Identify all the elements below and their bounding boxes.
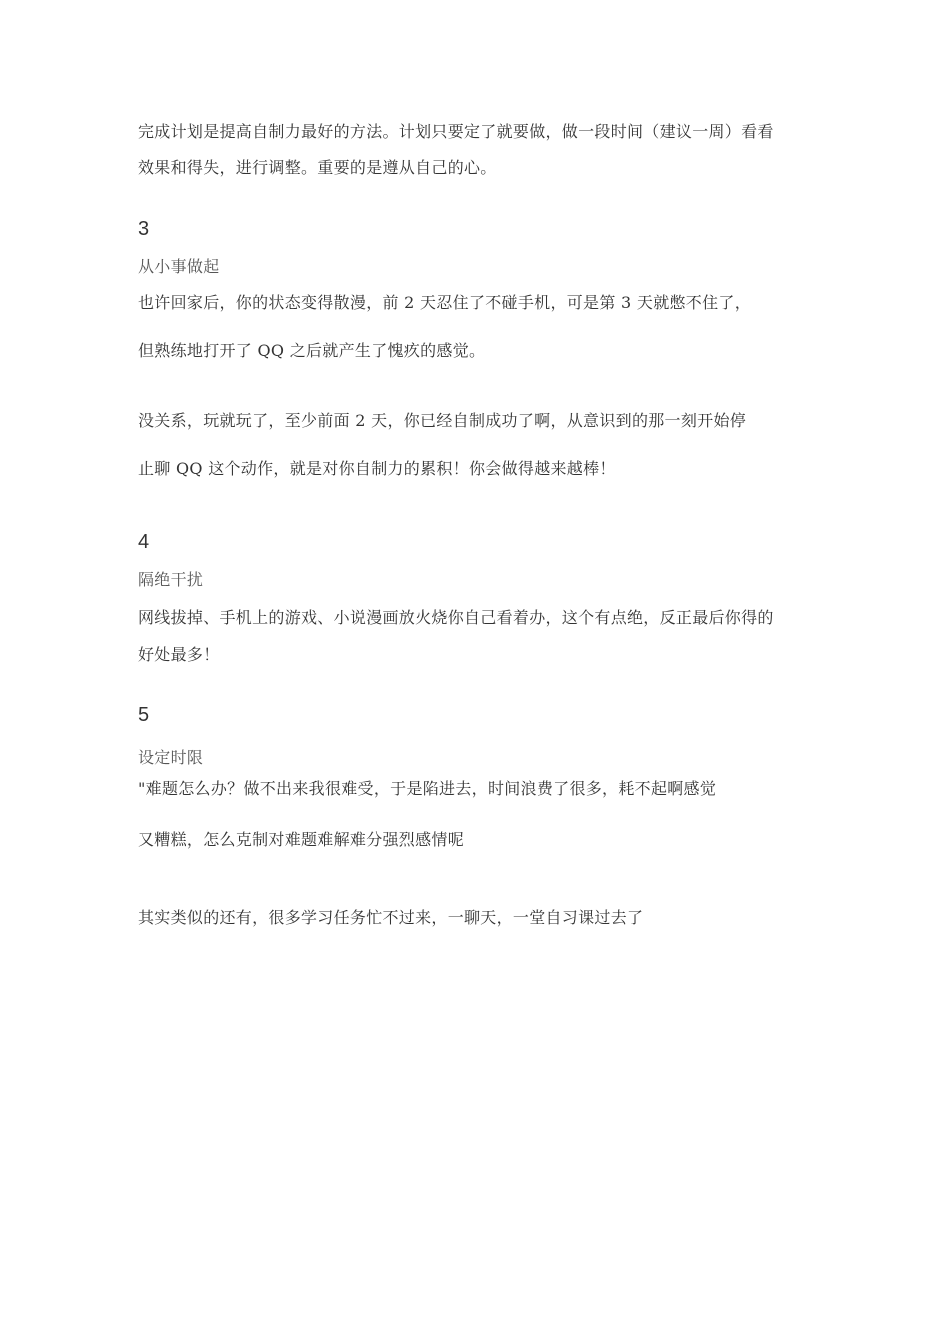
section-4-line-2: 好处最多！ [138,645,220,664]
section-4-line-1: 网线拔掉、手机上的游戏、小说漫画放火烧你自己看着办，这个有点绝，反正最后你得的 [138,608,774,627]
section-title-5: 设定时限 [138,748,204,767]
section-number-4: 4 [138,531,150,553]
section-3-line-4: 止聊 QQ 这个动作，就是对你自制力的累积！你会做得越来越棒！ [138,459,616,478]
section-number-3: 3 [138,218,150,240]
section-3-line-1: 也许回家后，你的状态变得散漫，前 2 天忍住了不碰手机，可是第 3 天就憋不住了， [138,293,752,312]
section-number-5: 5 [138,704,150,726]
section-3-line-2: 但熟练地打开了 QQ 之后就产生了愧疚的感觉。 [138,341,486,360]
section-title-4: 隔绝干扰 [138,570,204,589]
section-3-line-3: 没关系，玩就玩了，至少前面 2 天，你已经自制成功了啊，从意识到的那一刻开始停 [138,411,747,430]
section-5-line-3: 其实类似的还有，很多学习任务忙不过来，一聊天，一堂自习课过去了 [138,908,644,927]
intro-line-2: 效果和得失，进行调整。重要的是遵从自己的心。 [138,158,497,177]
section-title-3: 从小事做起 [138,257,220,276]
intro-line-1: 完成计划是提高自制力最好的方法。计划只要定了就要做，做一段时间（建议一周）看看 [138,122,774,141]
section-5-line-1: "难题怎么办？做不出来我很难受，于是陷进去，时间浪费了很多，耗不起啊感觉 [138,779,717,798]
section-5-line-2: 又糟糕，怎么克制对难题难解难分强烈感情呢 [138,830,465,849]
